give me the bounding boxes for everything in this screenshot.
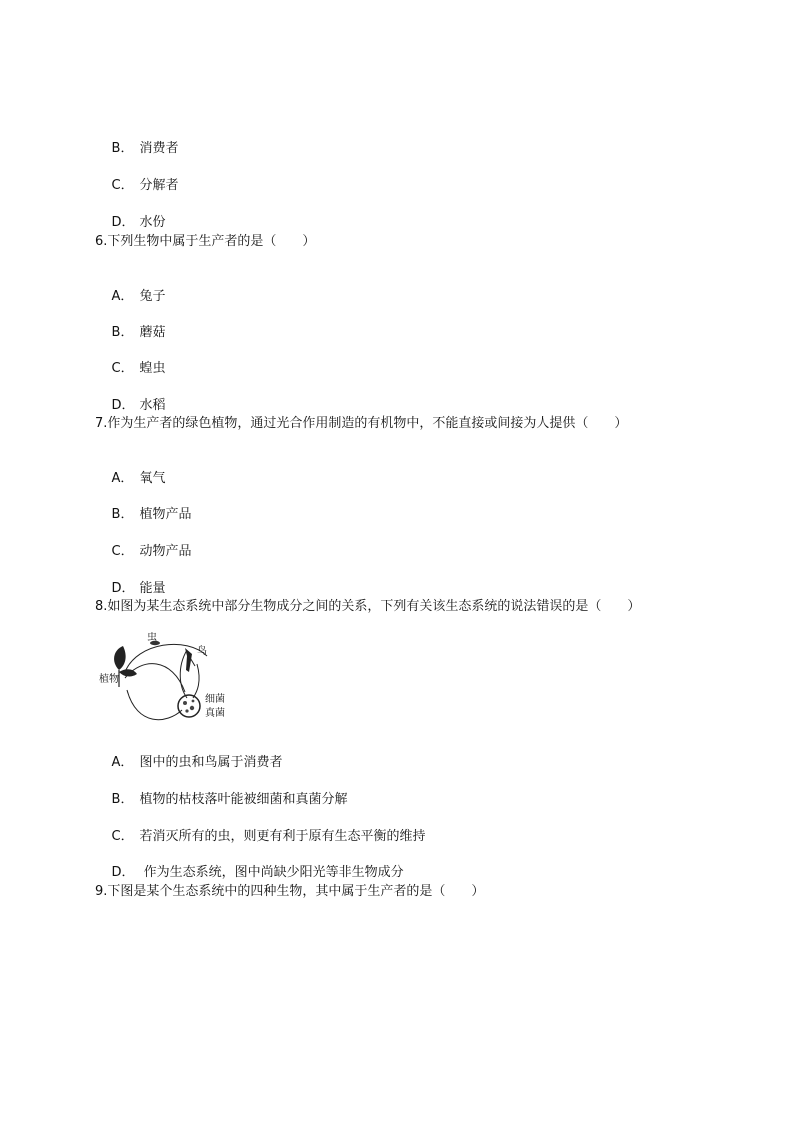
bird-label: 鸟 — [197, 646, 207, 657]
option-text: 若消灭所有的虫，则更有利于原有生态平衡的维持 — [139, 829, 426, 844]
plant-leaf-icon — [114, 646, 126, 670]
plant-to-decomposer-arrow — [125, 664, 185, 692]
option-letter: B． — [111, 325, 134, 340]
option-text: 动物产品 — [139, 544, 192, 559]
option-letter: B． — [111, 792, 134, 807]
option-text: 蘑菇 — [139, 325, 166, 340]
option-letter: D． — [111, 865, 135, 880]
plant-label: 植物 — [99, 674, 119, 685]
bird-to-decomposer-arrow — [193, 664, 199, 698]
insect-label: 虫 — [147, 632, 157, 643]
microbe-icon — [192, 700, 195, 703]
option-letter: A． — [111, 755, 134, 770]
option-text: 水稻 — [139, 398, 166, 413]
option-text: 蝗虫 — [139, 361, 166, 376]
q7-stem: 7.作为生产者的绿色植物，通过光合作用制造的有机物中，不能直接或间接为人提供（ ） — [95, 416, 628, 431]
decomposer-to-plant-arrow — [127, 690, 182, 720]
option-text: 能量 — [139, 581, 166, 596]
q8-stem: 8.如图为某生态系统中部分生物成分之间的关系，下列有关该生态系统的说法错误的是（ ） — [95, 599, 641, 614]
option-letter: A． — [111, 471, 134, 486]
plant-leaf-icon — [119, 669, 137, 676]
option-text: 水份 — [139, 215, 166, 230]
insect-to-decomposer-arrow — [180, 650, 187, 698]
option-letter: D． — [111, 398, 135, 413]
option-text: 作为生态系统，图中尚缺少阳光等非生物成分 — [139, 865, 404, 880]
option-letter: C． — [111, 178, 134, 193]
q6-stem: 6.下列生物中属于生产者的是（ ） — [95, 234, 316, 249]
option-text: 消费者 — [139, 141, 179, 156]
option-letter: A． — [111, 289, 134, 304]
option-text: 图中的虫和鸟属于消费者 — [139, 755, 283, 770]
option-text: 兔子 — [139, 289, 166, 304]
option-letter: B． — [111, 507, 134, 522]
option-text: 分解者 — [139, 178, 179, 193]
option-letter: C． — [111, 544, 134, 559]
decomposer-circle-icon — [178, 695, 200, 717]
microbe-icon — [190, 706, 194, 710]
option-text: 植物产品 — [139, 507, 192, 522]
fungi-label: 真菌 — [205, 708, 225, 719]
q9-stem: 9.下图是某个生态系统中的四种生物，其中属于生产者的是（ ） — [95, 884, 485, 899]
option-letter: D． — [111, 215, 135, 230]
option-letter: D． — [111, 581, 135, 596]
option-text: 植物的枯枝落叶能被细菌和真菌分解 — [139, 792, 348, 807]
microbe-icon — [183, 701, 187, 705]
option-letter: B． — [111, 141, 134, 156]
option-letter: C． — [111, 829, 134, 844]
bacteria-label: 细菌 — [205, 694, 225, 705]
microbe-icon — [185, 709, 188, 712]
ecosystem-diagram — [97, 632, 257, 724]
option-text: 氧气 — [139, 471, 166, 486]
option-letter: C． — [111, 361, 134, 376]
